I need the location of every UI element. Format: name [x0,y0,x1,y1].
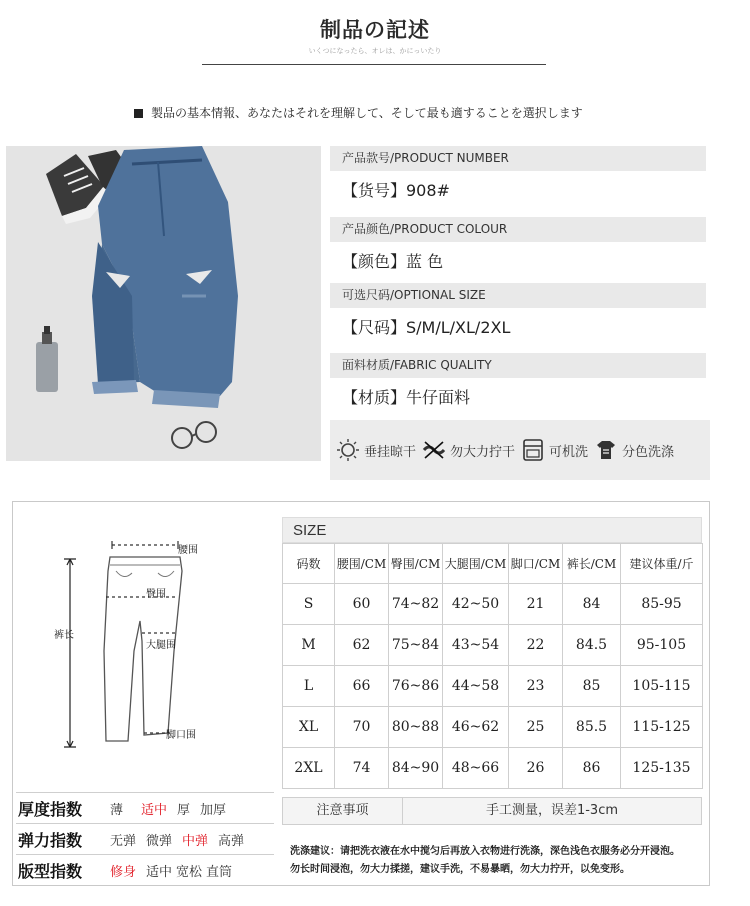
care-label: 勿大力拧干 [450,444,516,460]
care-item-machine-wash [521,438,588,462]
sun-hang-dry-icon [336,438,360,462]
table-header: 大腿围/CM [443,544,509,584]
table-header: 脚口/CM [509,544,563,584]
table-cell: 85 [563,666,621,707]
intro-label: 製品の基本情報、あなたはそれを理解して、そして最も適することを選択します [151,106,583,120]
jeans-photo-illustration [6,146,321,461]
diagram-label-thigh: 大腿围 [146,640,176,651]
attr-option-selected: 适中 [141,802,168,818]
table-header: 腰围/CM [335,544,389,584]
page-subtitle: いくつになったら、オレは、かにっいたり [308,47,442,55]
measurement-note [282,797,702,825]
attr-name: 版型指数 [18,861,83,881]
info-head: 产品款号/PRODUCT NUMBER [330,146,706,171]
info-head: 面料材质/FABRIC QUALITY [330,353,706,378]
table-cell: 21 [509,584,563,625]
jeans-image [92,146,238,408]
table-cell: 84.5 [563,625,621,666]
attr-option: 宽松 [176,864,203,880]
table-cell: 75~84 [389,625,443,666]
table-row [283,625,703,666]
attr-option: 微弹 [146,833,173,849]
info-value: 【尺码】S/M/L/XL/2XL [342,318,511,337]
info-head: 可选尺码/OPTIONAL SIZE [330,283,706,308]
table-cell: 80~88 [389,707,443,748]
trousers-outline-icon [12,501,276,791]
table-header: 建议体重/斤 [621,544,703,584]
attr-option: 厚 [177,802,191,818]
table-cell: 70 [335,707,389,748]
title-divider [202,64,546,65]
table-cell: 74 [335,748,389,789]
table-cell: 115-125 [621,707,703,748]
note-text: 手工测量，误差1-3cm [485,803,619,818]
table-cell: 26 [509,748,563,789]
table-header: 码数 [283,544,335,584]
attr-option: 高弹 [218,833,245,849]
table-cell: 86 [563,748,621,789]
table-cell: 76~86 [389,666,443,707]
info-optional-size [330,283,706,348]
table-cell: 125-135 [621,748,703,789]
attr-fit [18,856,274,884]
square-bullet-icon [134,109,143,118]
table-cell: XL [283,707,335,748]
attr-divider [16,823,274,824]
table-cell: 62 [335,625,389,666]
table-cell: S [283,584,335,625]
page-title: 制品の記述 [320,18,430,42]
table-cell: 74~82 [389,584,443,625]
attr-divider [16,792,274,793]
diagram-label-hem: 脚口围 [166,730,196,741]
separate-wash-icon [594,438,618,462]
table-cell: 2XL [283,748,335,789]
table-cell: 105-115 [621,666,703,707]
info-value: 【材质】牛仔面料 [342,388,471,407]
table-row [283,707,703,748]
table-cell: 46~62 [443,707,509,748]
table-cell: 23 [509,666,563,707]
attr-name: 厚度指数 [18,799,83,819]
size-table-title: SIZE [282,517,702,543]
table-cell: 84 [563,584,621,625]
attr-option: 加厚 [200,802,227,818]
wash-advice-line: 勿长时间浸泡，勿大力揉搓，建议手洗，不易暴晒，勿大力拧开，以免变形。 [290,864,630,875]
care-label: 分色洗涤 [622,444,675,460]
table-cell: 84~90 [389,748,443,789]
table-cell: 42~50 [443,584,509,625]
size-table [282,517,702,789]
table-row [283,748,703,789]
table-row [283,584,703,625]
attr-name: 弹力指数 [18,830,83,850]
table-cell: 95-105 [621,625,703,666]
table-cell: 66 [335,666,389,707]
wash-advice [290,843,704,879]
care-label: 可机洗 [549,444,589,460]
table-cell: M [283,625,335,666]
info-value: 【颜色】蓝 色 [342,252,444,271]
info-product-colour [330,217,706,282]
attr-option: 无弹 [110,833,137,849]
table-cell: 22 [509,625,563,666]
info-fabric-quality [330,353,706,418]
table-cell: 44~58 [443,666,509,707]
attr-option: 适中 [146,864,173,880]
info-value: 【货号】908# [342,181,450,200]
attr-option: 直筒 [206,864,233,880]
attr-option: 薄 [110,802,124,818]
care-instructions [330,420,710,480]
care-item-separate-wash [594,438,674,462]
table-cell: L [283,666,335,707]
table-cell: 25 [509,707,563,748]
table-header: 臀围/CM [389,544,443,584]
note-label: 注意事项 [283,798,403,824]
attr-elasticity [18,825,274,853]
table-cell: 48~66 [443,748,509,789]
washing-machine-icon [521,438,545,462]
attr-thickness [18,794,274,822]
attr-divider [16,854,274,855]
care-item-hang-dry [336,438,416,462]
product-photo [6,146,321,461]
no-wring-icon [422,438,446,462]
table-header: 裤长/CM [563,544,621,584]
table-cell: 85-95 [621,584,703,625]
diagram-label-hip: 臀围 [146,589,166,600]
diagram-label-waist: 腰围 [178,545,198,556]
care-label: 垂挂晾干 [364,444,417,460]
diagram-label-length: 裤长 [54,630,74,641]
size-grid [282,543,703,789]
table-row [283,666,703,707]
attr-option-selected: 中弹 [182,833,209,849]
table-cell: 60 [335,584,389,625]
intro-text [134,104,583,121]
info-product-number [330,146,706,211]
attr-option-selected: 修身 [110,864,137,880]
info-head: 产品颜色/PRODUCT COLOUR [330,217,706,242]
measurement-diagram [12,501,276,791]
table-header-row [283,544,703,584]
wash-advice-line: 洗涤建议：请把洗衣液在水中搅匀后再放入衣物进行洗涤，深色浅色衣服务必分开浸泡。 [290,846,680,857]
table-cell: 43~54 [443,625,509,666]
care-item-no-wring [422,438,515,462]
table-cell: 85.5 [563,707,621,748]
